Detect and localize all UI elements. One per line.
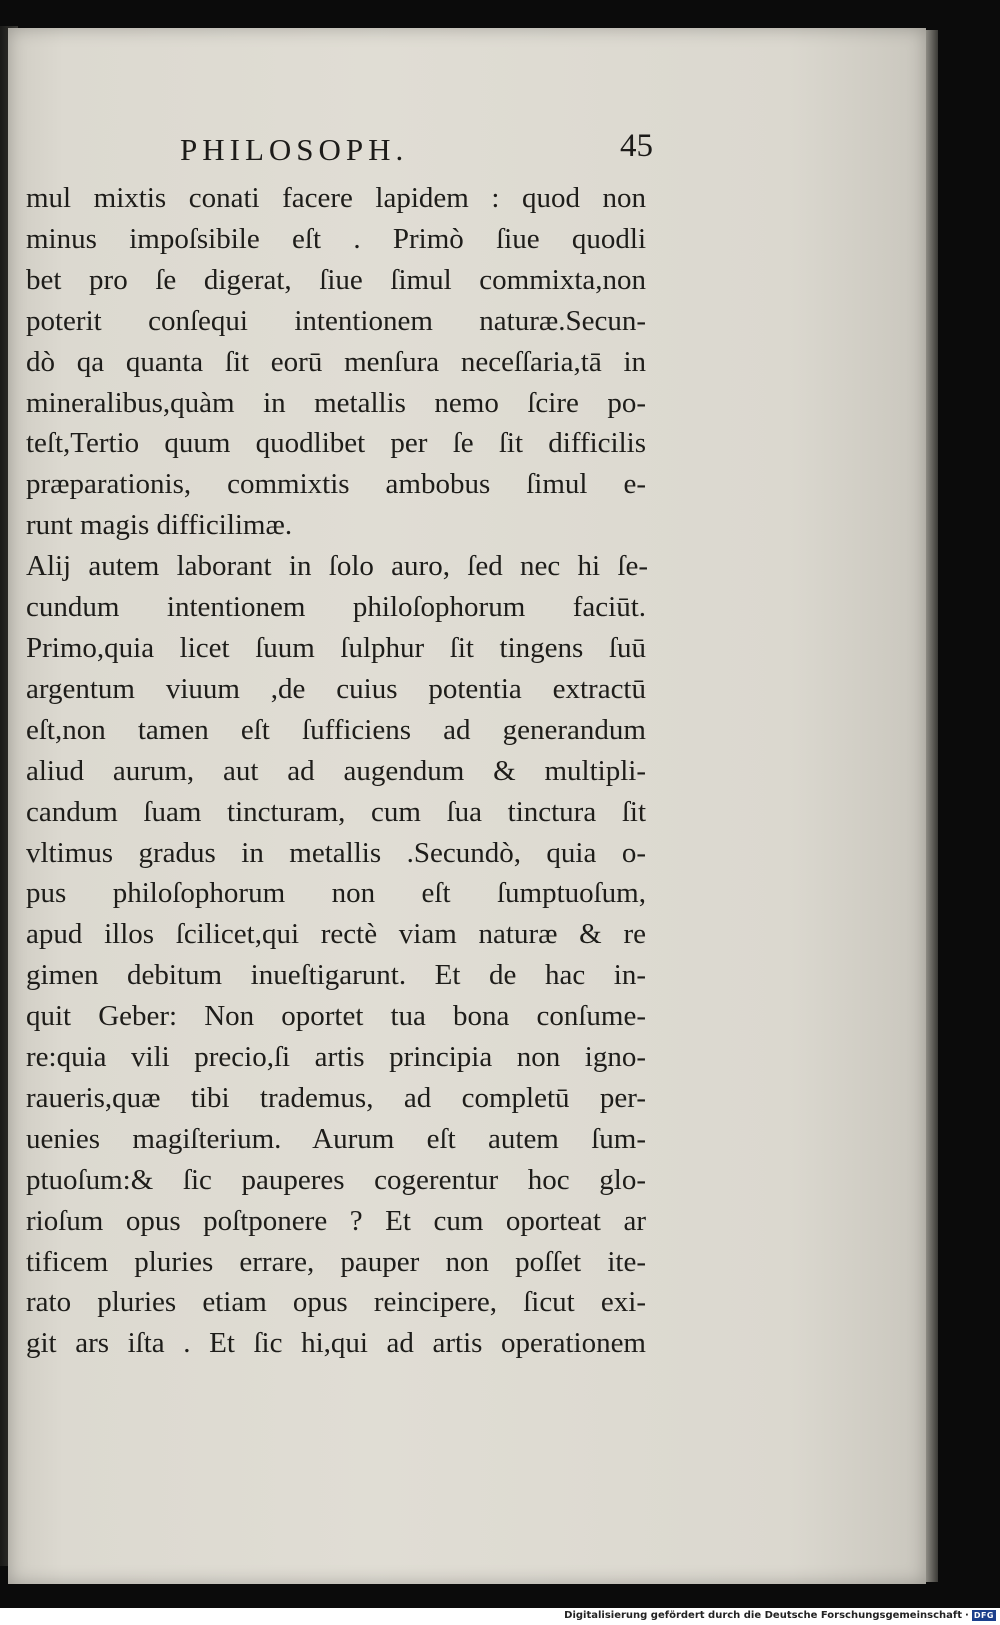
text-line: eſt,non tamen eſt ſufficiens ad generandum xyxy=(26,713,646,746)
text-line: Alij autem laborant in ſolo auro, ſed nec hi ſe- xyxy=(26,550,648,583)
text-line: mineralibus,quàm in metallis nemo ſcire po- xyxy=(26,386,646,419)
text-line: uenies magiſterium. Aurum eſt autem ſum- xyxy=(26,1122,646,1155)
text-line: apud illos ſcilicet,qui rectè viam naturæ & re xyxy=(26,918,646,951)
text-line: minus impoſsibile eſt . Primò ſiue quodli xyxy=(26,222,646,255)
text-line: argentum viuum ,de cuius potentia extractū xyxy=(26,672,646,705)
dfg-logo: DFG xyxy=(973,1611,994,1620)
text-line: rioſum opus poſtponere ? Et cum oporteat ar xyxy=(26,1204,646,1237)
credit-text: Digitalisierung gefördert durch die Deutsche Forschungsgemeinschaft xyxy=(564,1610,963,1621)
text-line: git ars iſta . Et ſic hi,qui ad artis operationem xyxy=(26,1327,646,1360)
digitization-credit xyxy=(564,1610,996,1621)
text-line: runt magis difficilimæ. xyxy=(26,509,293,542)
text-line: Primo,quia licet ſuum ſulphur ſit tingens ſuū xyxy=(26,631,646,664)
text-line: dò qa quanta ſit eorū menſura neceſſaria,tā in xyxy=(26,345,646,378)
separator: · xyxy=(965,1610,969,1621)
text-line: gimen debitum inueſtigarunt. Et de hac in- xyxy=(26,959,646,992)
page-edge xyxy=(926,30,938,1582)
text-line: quit Geber: Non oportet tua bona conſume- xyxy=(26,1000,646,1033)
text-line: cundum intentionem philoſophorum faciūt. xyxy=(26,591,646,624)
text-line: raueris,quæ tibi trademus, ad completū per- xyxy=(26,1081,646,1114)
text-line: tificem pluries errare, pauper non poſſet ite- xyxy=(26,1245,646,1278)
page-number: 45 xyxy=(620,128,653,164)
text-line: mul mixtis conati facere lapidem : quod non xyxy=(26,182,646,214)
text-line: pus philoſophorum non eſt ſumptuoſum, xyxy=(26,877,646,910)
text-line: bet pro ſe digerat, ſiue ſimul commixta,non xyxy=(26,263,646,296)
text-line: rato pluries etiam opus reincipere, ſicut exi- xyxy=(26,1286,646,1319)
text-line: teſt,Tertio quum quodlibet per ſe ſit difficilis xyxy=(26,427,646,460)
text-line: vltimus gradus in metallis .Secundò, quia o- xyxy=(26,836,646,869)
text-line: ptuoſum:& ſic pauperes cogerentur hoc glo- xyxy=(26,1163,646,1196)
running-title: PHILOSOPH. xyxy=(180,132,409,167)
text-line: re:quia vili precio,ſi artis principia non igno- xyxy=(26,1041,646,1074)
text-line: poterit conſequi intentionem naturæ.Secun- xyxy=(26,304,646,337)
text-line: candum ſuam tincturam, cum ſua tinctura ſit xyxy=(26,795,646,828)
body-text xyxy=(26,178,676,1364)
text-line: præparationis, commixtis ambobus ſimul e- xyxy=(26,468,646,501)
text-line: aliud aurum, aut ad augendum & multipli- xyxy=(26,754,646,787)
